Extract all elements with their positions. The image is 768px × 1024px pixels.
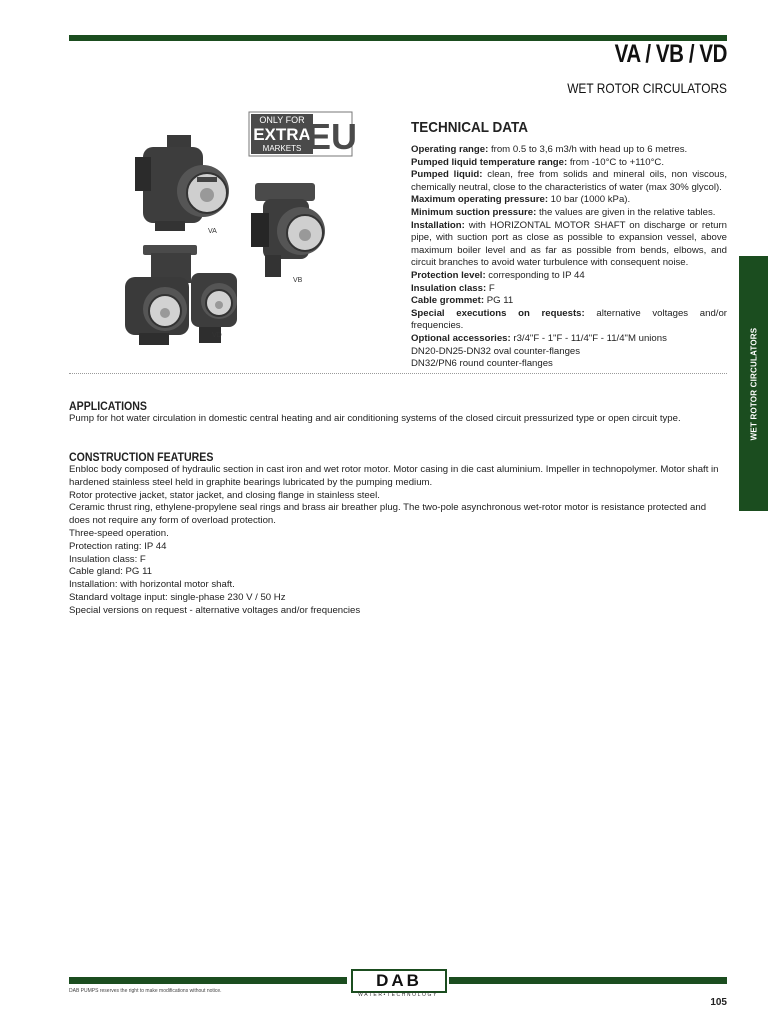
technical-data-label: Special executions on requests: (411, 307, 585, 319)
construction-heading: CONSTRUCTION FEATURES (69, 452, 214, 464)
construction-line: Cable gland: PG 11 (69, 566, 153, 578)
technical-data-label: Optional accessories: (411, 332, 511, 344)
technical-data-value: DN32/PN6 round counter-flanges (411, 358, 553, 370)
applications-heading: APPLICATIONS (69, 401, 147, 413)
badge-line3: MARKETS (262, 144, 302, 153)
logo-text: DAB (376, 971, 422, 990)
technical-data-item (411, 283, 727, 296)
product-photo (115, 105, 385, 355)
construction-line: Enbloc body composed of hydraulic section in cast iron and wet rotor motor. Motor casing in die cast aluminium. Impeller in technopolymer. Motor shaft in hardened stainless steel held in graphite bearings lubricated by the pumping medium. (69, 464, 719, 488)
technical-data-value: 10 bar (1000 kPa). (548, 194, 631, 206)
construction-line: Insulation class: F (69, 553, 146, 565)
pump-vb-image (251, 183, 325, 277)
technical-data-label: Operating range: (411, 144, 489, 155)
technical-data-label: Installation: (411, 219, 465, 231)
construction-line: Installation: with horizontal motor shaft. (69, 579, 235, 591)
badge-line1: ONLY FOR (259, 115, 305, 125)
technical-data-item (411, 308, 727, 333)
technical-data-value: clean, free from solids and mineral oils, non viscous, chemically neutral, close to the characteristics of water (max 30% glycol). (411, 169, 727, 193)
technical-data-item (411, 194, 727, 207)
technical-data-item (411, 220, 727, 270)
technical-data-value: alternative voltages and/or frequencies. (411, 307, 727, 332)
section-divider (69, 373, 727, 374)
technical-data-item (411, 169, 727, 194)
technical-data-value: PG 11 (484, 295, 514, 307)
badge-line2: EXTRA (253, 125, 311, 144)
page-subtitle: WET ROTOR CIRCULATORS (567, 80, 727, 96)
side-tab (739, 256, 768, 511)
technical-data-item (411, 295, 727, 308)
technical-data-item (411, 270, 727, 283)
technical-data-value: r3/4"F - 1"F - 11/4"F - 11/4"M unions (510, 332, 667, 344)
footer-disclaimer: DAB PUMPS reserves the right to make modifications without notice. (69, 988, 222, 994)
technical-data-value: with HORIZONTAL MOTOR SHAFT on discharge or return pipe, with suction port as close as possible to expansion vessel, above maximum boiler level and as far as possible from bends, elbows, and circuit branches to avoid water turbulence with consequent noise. (411, 219, 727, 269)
technical-data-label: Pumped liquid temperature range: (411, 156, 568, 168)
caption-vd: VD (212, 332, 222, 339)
caption-va: VA (208, 228, 217, 235)
applications-text: Pump for hot water circulation in domestic central heating and air conditioning systems of the closed circuit pressurized type or open circuit type. (69, 413, 681, 424)
technical-data-label: Minimum suction pressure: (411, 206, 537, 218)
technical-data-value: from -10°C to +110°C. (567, 156, 665, 168)
technical-data-value: F (486, 282, 495, 294)
technical-data-item (411, 144, 727, 157)
technical-data-item (411, 333, 727, 346)
technical-data-label: Cable grommet: (411, 295, 485, 307)
pump-vd-image (125, 245, 237, 345)
technical-data-label: Protection level: (411, 269, 486, 281)
caption-vb: VB (293, 277, 303, 284)
technical-data-value: from 0.5 to 3,6 m3/h with head up to 6 metres. (488, 144, 688, 155)
applications-section (69, 401, 727, 426)
technical-data-label: Maximum operating pressure: (411, 194, 549, 206)
technical-data-list (411, 144, 727, 371)
technical-data-label: Pumped liquid: (411, 169, 483, 181)
page-number: 105 (710, 997, 727, 1008)
technical-data-value: corresponding to IP 44 (485, 269, 585, 281)
dab-logo (347, 967, 449, 1001)
technical-data-item (411, 207, 727, 220)
technical-data-item (411, 157, 727, 170)
construction-line: Rotor protective jacket, stator jacket, and closing flange in stainless steel. (69, 489, 380, 501)
technical-data-section (411, 119, 727, 371)
construction-list (69, 464, 727, 618)
logo-tagline: WATER•TECHNOLOGY (358, 992, 438, 998)
construction-line: Protection rating: IP 44 (69, 540, 167, 552)
side-tab-label: WET ROTOR CIRCULATORS (749, 327, 758, 440)
technical-data-item (411, 358, 727, 371)
construction-line: Special versions on request - alternative voltages and/or frequencies (69, 604, 361, 616)
construction-line: Ceramic thrust ring, ethylene-propylene seal rings and brass air breather plug. The two-pole asynchronous wet-rotor motor is resistance protected and does not require any form of overload protection. (69, 502, 707, 527)
pump-va-image (135, 135, 229, 231)
technical-data-value: the values are given in the relative tables. (536, 206, 716, 218)
technical-data-item (411, 346, 727, 359)
construction-line: Three-speed operation. (69, 527, 169, 539)
technical-data-heading: TECHNICAL DATA (411, 119, 528, 136)
construction-line: Standard voltage input: single-phase 230 V / 50 Hz (69, 591, 286, 603)
page-title: VA / VB / VD (614, 40, 727, 68)
technical-data-label: Insulation class: (411, 282, 487, 294)
construction-section (69, 452, 727, 618)
badge-eu-mark: EU (306, 116, 358, 157)
technical-data-value: DN20-DN25-DN32 oval counter-flanges (411, 345, 581, 357)
